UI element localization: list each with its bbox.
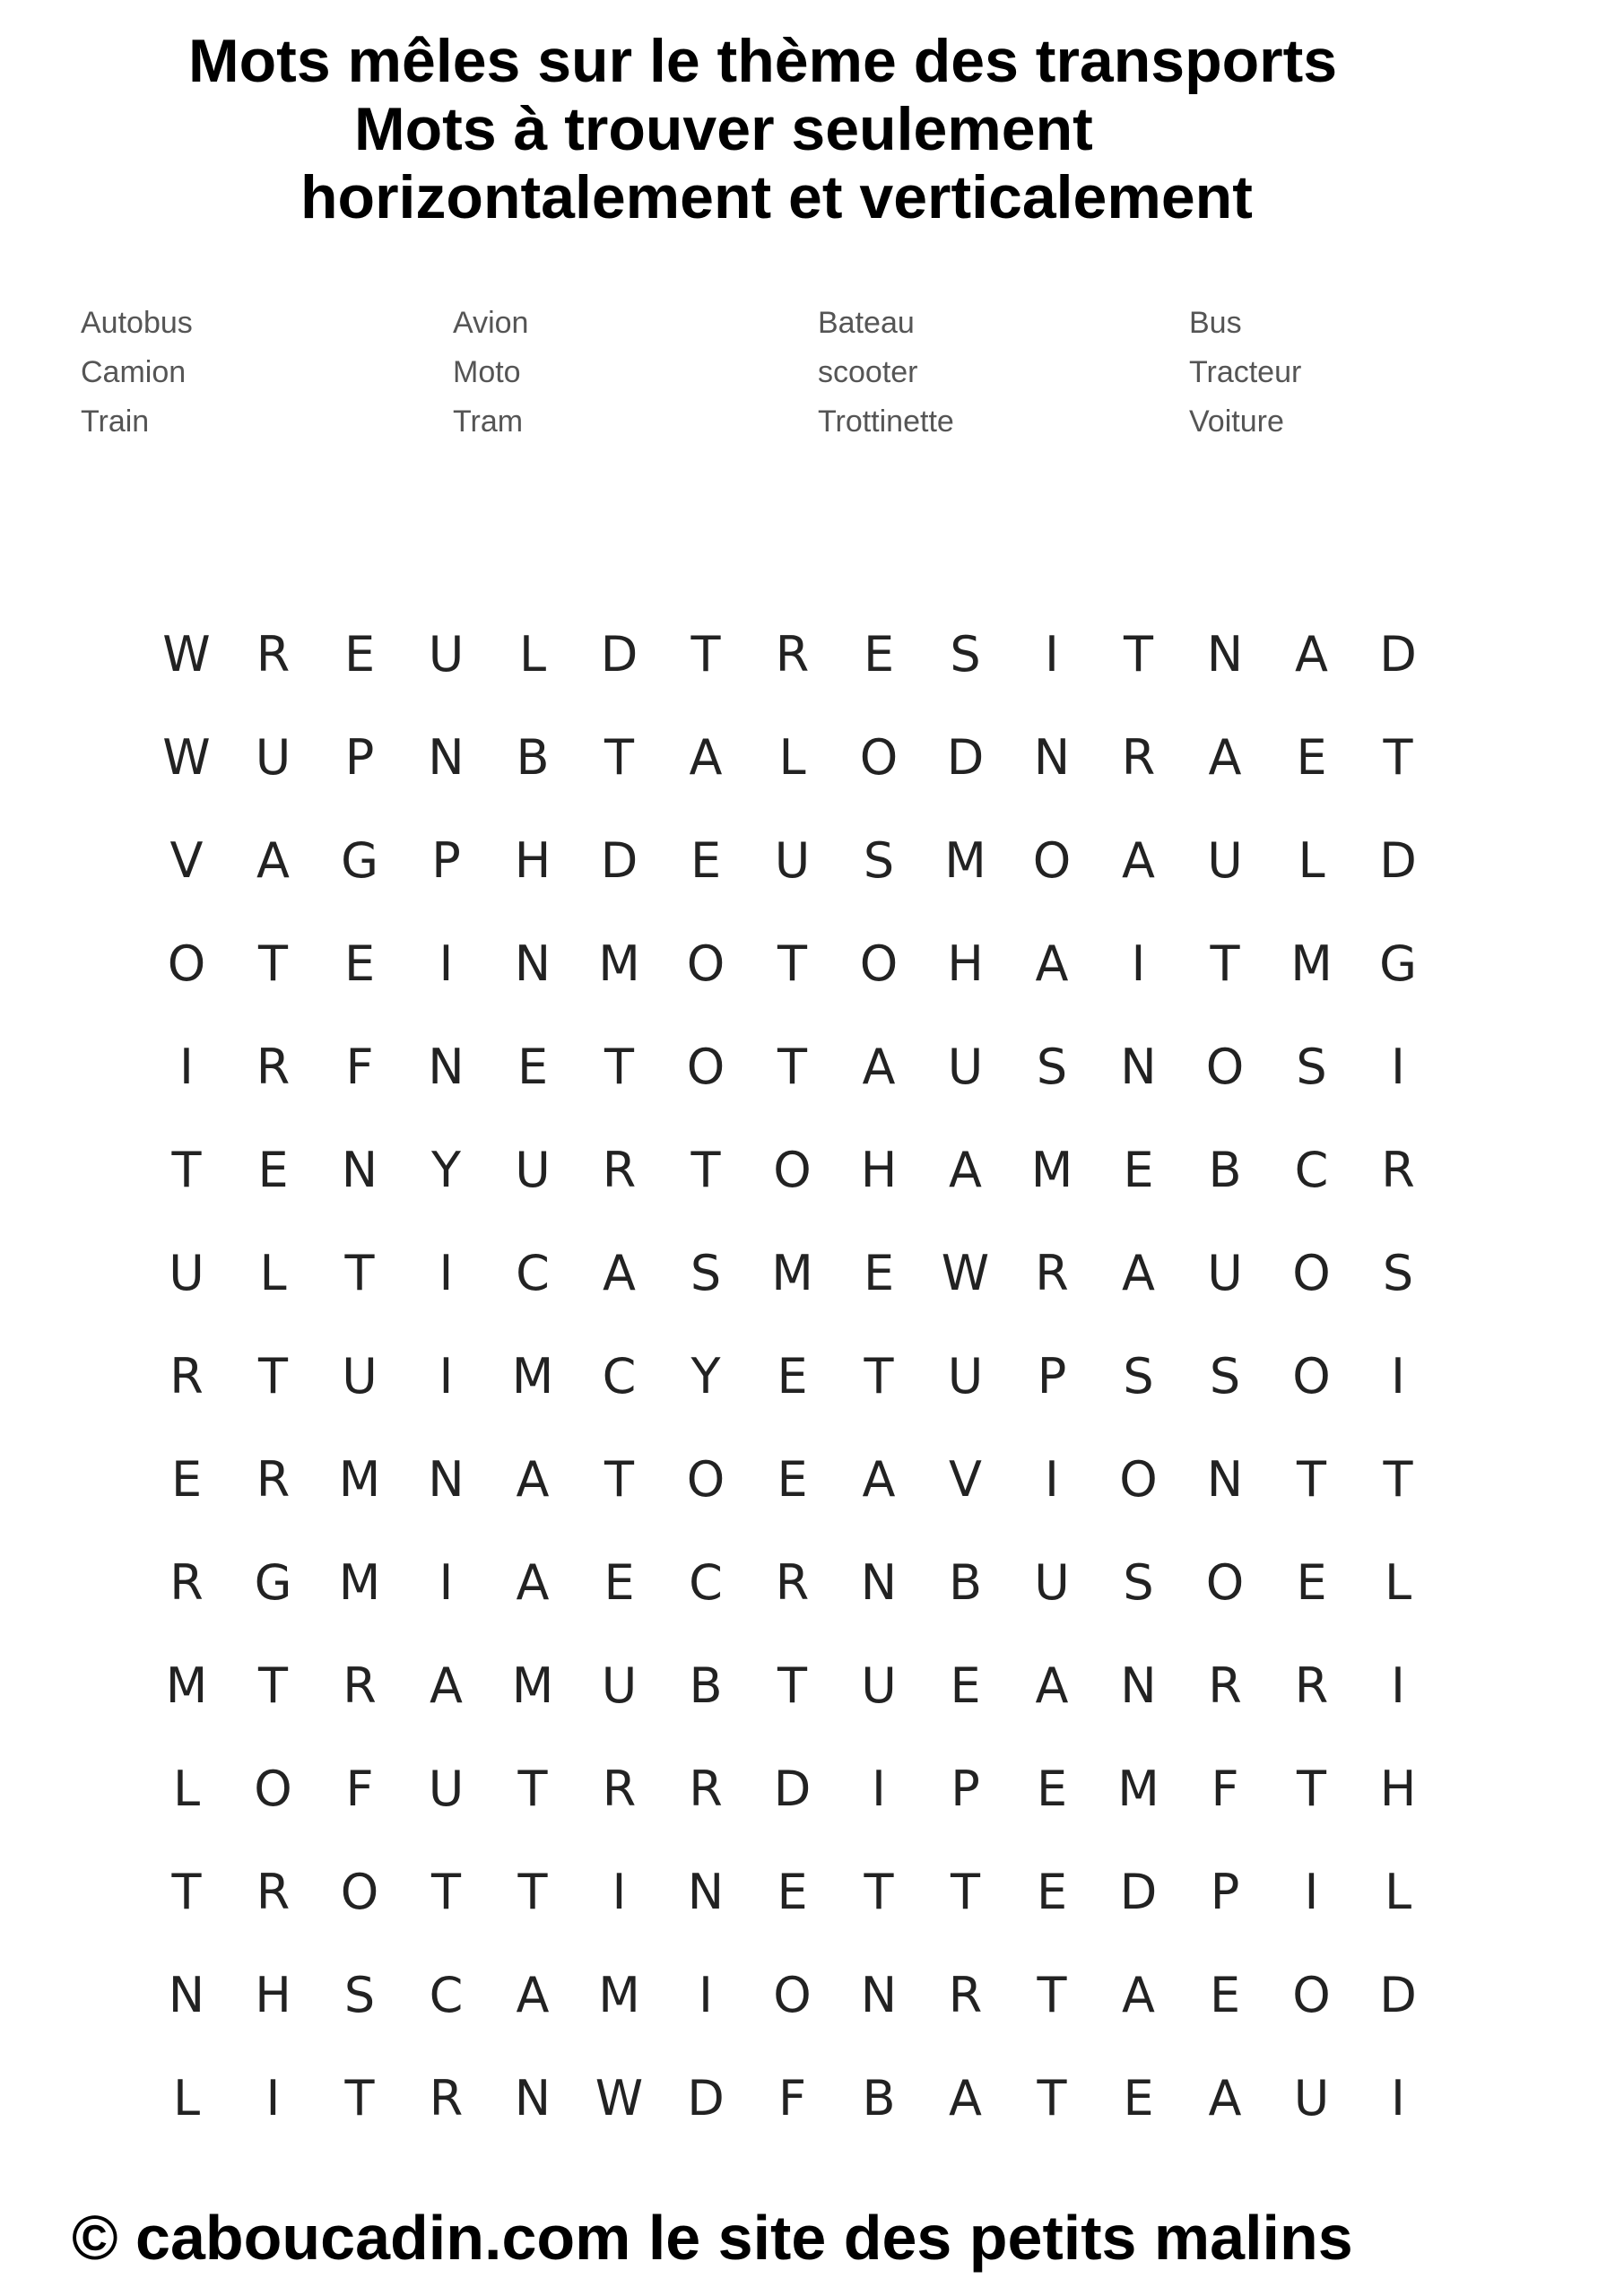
grid-cell[interactable]: T <box>171 1864 202 1920</box>
grid-cell[interactable]: L <box>1298 832 1325 889</box>
grid-cell[interactable]: P <box>951 1761 980 1817</box>
grid-row <box>151 937 1473 991</box>
grid-cell[interactable]: T <box>431 1864 461 1920</box>
grid-cell[interactable]: S <box>1296 1039 1327 1095</box>
grid-cell[interactable]: E <box>1209 1967 1241 2023</box>
grid-cell[interactable]: T <box>1124 626 1153 683</box>
grid-cell[interactable]: I <box>1391 1039 1405 1095</box>
grid-cell[interactable]: O <box>1292 1348 1331 1405</box>
grid-cell[interactable]: R <box>689 1761 723 1817</box>
grid-cell[interactable]: C <box>516 1245 550 1301</box>
grid-cell[interactable]: O <box>254 1761 292 1817</box>
grid-cell[interactable]: I <box>439 935 454 992</box>
grid-cell[interactable]: O <box>859 935 899 992</box>
grid-cell[interactable]: S <box>863 832 895 889</box>
grid-cell[interactable]: O <box>773 1967 812 2023</box>
grid-cell[interactable]: U <box>861 1657 897 1714</box>
grid-cell[interactable]: V <box>949 1451 982 1508</box>
grid-cell[interactable]: T <box>604 729 634 786</box>
grid-cell[interactable]: U <box>947 1039 984 1095</box>
grid-cell[interactable]: M <box>338 1554 381 1611</box>
grid-cell[interactable]: U <box>1034 1554 1070 1611</box>
grid-cell[interactable]: L <box>778 729 806 786</box>
grid-cell[interactable]: E <box>1036 1864 1068 1920</box>
grid-cell[interactable]: B <box>689 1657 723 1714</box>
grid-cell[interactable]: T <box>1297 1451 1326 1508</box>
grid-cell[interactable]: G <box>341 832 378 889</box>
grid-cell[interactable]: A <box>1122 832 1155 889</box>
grid-cell[interactable]: R <box>948 1967 983 2023</box>
grid-cell[interactable]: L <box>1384 1864 1412 1920</box>
grid-row <box>151 834 1473 888</box>
grid-cell[interactable]: A <box>862 1039 896 1095</box>
grid-cell[interactable]: T <box>1037 2070 1067 2126</box>
grid-cell[interactable]: N <box>860 1554 898 1611</box>
word-item: Autobus <box>81 306 193 340</box>
grid-cell[interactable]: D <box>946 729 985 786</box>
grid-cell[interactable]: B <box>862 2070 896 2126</box>
grid-cell[interactable]: N <box>1120 1657 1157 1714</box>
grid-cell[interactable]: S <box>950 626 981 683</box>
grid-cell[interactable]: D <box>1119 1864 1158 1920</box>
grid-cell[interactable]: R <box>1381 1142 1415 1198</box>
grid-row <box>151 1247 1473 1300</box>
word-item: Bateau <box>818 306 915 340</box>
grid-cell[interactable]: T <box>344 1245 375 1301</box>
grid-cell[interactable]: S <box>1209 1348 1241 1405</box>
grid-cell[interactable]: M <box>511 1348 554 1405</box>
grid-row <box>151 1762 1473 1816</box>
grid-row <box>151 1350 1473 1404</box>
grid-cell[interactable]: T <box>864 1348 894 1405</box>
grid-cell[interactable]: I <box>1045 626 1059 683</box>
grid-cell[interactable]: O <box>686 1039 725 1095</box>
grid-cell[interactable]: A <box>516 1554 550 1611</box>
grid-row <box>151 1453 1473 1507</box>
grid-cell[interactable]: E <box>1123 1142 1154 1198</box>
grid-cell[interactable]: O <box>686 935 725 992</box>
grid-cell[interactable]: R <box>256 1864 291 1920</box>
grid-cell[interactable]: B <box>516 729 550 786</box>
grid-cell[interactable]: D <box>600 626 638 683</box>
grid-cell[interactable]: O <box>1205 1554 1245 1611</box>
grid-cell[interactable]: U <box>515 1142 551 1198</box>
grid-cell[interactable]: L <box>172 2070 201 2126</box>
grid-cell[interactable]: U <box>1293 2070 1330 2126</box>
grid-cell[interactable]: T <box>951 1864 980 1920</box>
word-list <box>0 305 1624 457</box>
grid-cell[interactable]: R <box>256 1451 291 1508</box>
grid-cell[interactable]: I <box>265 2070 281 2126</box>
grid-cell[interactable]: E <box>170 1451 203 1508</box>
grid-cell[interactable]: A <box>516 1967 550 2023</box>
grid-cell[interactable]: N <box>860 1967 898 2023</box>
grid-cell[interactable]: T <box>1383 729 1413 786</box>
grid-cell[interactable]: O <box>1292 1967 1331 2023</box>
grid-cell[interactable]: C <box>602 1348 637 1405</box>
word-item: Tracteur <box>1189 355 1302 389</box>
grid-cell[interactable]: I <box>439 1348 454 1405</box>
grid-cell[interactable]: H <box>255 1967 291 2023</box>
grid-cell[interactable]: A <box>430 1657 463 1714</box>
grid-cell[interactable]: N <box>428 1039 465 1095</box>
grid-cell[interactable]: A <box>1295 626 1328 683</box>
grid-cell[interactable]: G <box>1379 935 1417 992</box>
grid-cell[interactable]: A <box>862 1451 896 1508</box>
title-line-1: Mots mêles sur le thème des transports <box>188 27 1338 95</box>
grid-cell[interactable]: L <box>172 1761 201 1817</box>
grid-cell[interactable]: I <box>439 1554 454 1611</box>
grid-cell[interactable]: A <box>1122 1245 1155 1301</box>
grid-cell[interactable]: V <box>169 832 204 889</box>
grid-cell[interactable]: S <box>1382 1245 1414 1301</box>
grid-cell[interactable]: O <box>1205 1039 1245 1095</box>
grid-cell[interactable]: E <box>777 1451 808 1508</box>
title-line-3: horizontalement et verticalement <box>300 163 1253 231</box>
grid-cell[interactable]: T <box>690 626 721 683</box>
grid-row <box>151 1556 1473 1610</box>
grid-cell[interactable]: U <box>1207 832 1243 889</box>
grid-cell[interactable]: E <box>604 1554 635 1611</box>
grid-cell[interactable]: O <box>1292 1245 1331 1301</box>
grid-cell[interactable]: R <box>343 1657 377 1714</box>
grid-cell[interactable]: A <box>1035 935 1069 992</box>
grid-cell[interactable]: I <box>1391 2070 1405 2126</box>
word-item: Bus <box>1189 306 1242 340</box>
grid-cell[interactable]: A <box>689 729 723 786</box>
grid-cell[interactable]: R <box>602 1761 637 1817</box>
grid-cell[interactable]: S <box>690 1245 722 1301</box>
grid-cell[interactable]: N <box>514 935 551 992</box>
grid-cell[interactable]: I <box>1391 1657 1405 1714</box>
grid-cell[interactable]: R <box>1035 1245 1069 1301</box>
grid-cell[interactable]: T <box>171 1142 202 1198</box>
grid-cell[interactable]: L <box>1384 1554 1412 1611</box>
grid-cell[interactable]: T <box>517 1761 548 1817</box>
grid-cell[interactable]: E <box>1296 729 1327 786</box>
word-item: Trottinette <box>818 404 954 439</box>
grid-cell[interactable]: I <box>179 1039 194 1095</box>
grid-cell[interactable]: E <box>517 1039 549 1095</box>
grid-cell[interactable]: I <box>1045 1451 1059 1508</box>
grid-cell[interactable]: U <box>255 729 291 786</box>
grid-cell[interactable]: P <box>1210 1864 1240 1920</box>
grid-cell[interactable]: U <box>947 1348 984 1405</box>
grid-cell[interactable]: D <box>687 2070 725 2126</box>
grid-cell[interactable]: I <box>439 1245 454 1301</box>
grid-cell[interactable]: G <box>254 1554 292 1611</box>
grid-cell[interactable]: C <box>689 1554 723 1611</box>
grid-cell[interactable]: Y <box>690 1348 721 1405</box>
grid-cell[interactable]: N <box>428 1451 465 1508</box>
grid-cell[interactable]: H <box>1379 1761 1417 1817</box>
grid-cell[interactable]: M <box>598 935 640 992</box>
grid-cell[interactable]: A <box>949 2070 982 2126</box>
grid-cell[interactable]: M <box>944 832 986 889</box>
grid-cell[interactable]: N <box>341 1142 378 1198</box>
grid-cell[interactable]: D <box>1379 1967 1417 2023</box>
grid-cell[interactable]: U <box>774 832 811 889</box>
grid-row <box>151 731 1473 785</box>
grid-cell[interactable]: D <box>1379 832 1417 889</box>
word-item: Voiture <box>1189 404 1284 439</box>
word-item: Avion <box>453 306 529 340</box>
grid-cell[interactable]: D <box>773 1761 812 1817</box>
grid-cell[interactable]: D <box>1379 626 1417 683</box>
grid-row <box>151 628 1473 682</box>
grid-cell[interactable]: R <box>775 1554 810 1611</box>
grid-cell[interactable]: N <box>514 2070 551 2126</box>
grid-cell[interactable]: E <box>950 1657 981 1714</box>
grid-cell[interactable]: E <box>343 935 376 992</box>
grid-cell[interactable]: A <box>516 1451 550 1508</box>
grid-cell[interactable]: U <box>342 1348 378 1405</box>
grid-cell[interactable]: E <box>690 832 722 889</box>
grid-cell[interactable]: M <box>1117 1761 1159 1817</box>
grid-cell[interactable]: C <box>429 1967 464 2023</box>
grid-cell[interactable]: U <box>601 1657 638 1714</box>
grid-cell[interactable]: O <box>773 1142 812 1198</box>
grid-cell[interactable]: O <box>1032 832 1072 889</box>
grid-cell[interactable]: R <box>169 1554 204 1611</box>
word-item: Train <box>81 404 150 439</box>
grid-cell[interactable]: R <box>602 1142 637 1198</box>
grid-cell[interactable]: T <box>864 1864 894 1920</box>
grid-cell[interactable]: T <box>1383 1451 1413 1508</box>
grid-cell[interactable]: B <box>1208 1142 1242 1198</box>
grid-cell[interactable]: W <box>941 1245 990 1301</box>
grid-cell[interactable]: M <box>165 1657 208 1714</box>
grid-cell[interactable]: R <box>775 626 810 683</box>
grid-cell[interactable]: P <box>344 729 375 786</box>
grid-cell[interactable]: E <box>1123 2070 1154 2126</box>
grid-cell[interactable]: F <box>1211 1761 1239 1817</box>
grid-cell[interactable]: T <box>690 1142 721 1198</box>
grid-cell[interactable]: N <box>1206 626 1244 683</box>
grid-cell[interactable]: N <box>1206 1451 1244 1508</box>
grid-cell[interactable]: O <box>1119 1451 1158 1508</box>
grid-cell[interactable]: W <box>162 729 211 786</box>
grid-cell[interactable]: R <box>256 626 291 683</box>
grid-cell[interactable]: M <box>511 1657 554 1714</box>
grid-cell[interactable]: E <box>1296 1554 1327 1611</box>
grid-cell[interactable]: H <box>860 1142 898 1198</box>
grid-cell[interactable]: R <box>1121 729 1156 786</box>
grid-cell[interactable]: H <box>947 935 984 992</box>
grid-cell[interactable]: T <box>604 1039 634 1095</box>
grid-row <box>151 1040 1473 1094</box>
grid-cell[interactable]: F <box>345 1039 374 1095</box>
grid-cell[interactable]: O <box>340 1864 379 1920</box>
grid-cell[interactable]: M <box>338 1451 381 1508</box>
grid-cell[interactable]: R <box>429 2070 464 2126</box>
grid-cell[interactable]: R <box>169 1348 204 1405</box>
grid-cell[interactable]: N <box>428 729 465 786</box>
grid-cell[interactable]: Y <box>431 1142 461 1198</box>
grid-cell[interactable]: I <box>872 1761 886 1817</box>
grid-cell[interactable]: N <box>168 1967 205 2023</box>
grid-cell[interactable]: O <box>859 729 899 786</box>
grid-cell[interactable]: U <box>428 1761 465 1817</box>
grid-cell[interactable]: M <box>1030 1142 1073 1198</box>
grid-cell[interactable]: F <box>345 1761 374 1817</box>
word-item: Moto <box>453 355 521 389</box>
grid-cell[interactable]: E <box>343 626 376 683</box>
grid-cell[interactable]: L <box>518 626 547 683</box>
grid-cell[interactable]: I <box>699 1967 713 2023</box>
grid-cell[interactable]: B <box>948 1554 983 1611</box>
grid-cell[interactable]: F <box>777 2070 807 2126</box>
grid-cell[interactable]: S <box>1123 1348 1154 1405</box>
grid-cell[interactable]: T <box>258 1657 288 1714</box>
grid-cell[interactable]: L <box>259 1245 287 1301</box>
grid-cell[interactable]: T <box>777 1657 807 1714</box>
word-item: Tram <box>453 404 524 439</box>
grid-row <box>151 1866 1473 1919</box>
grid-cell[interactable]: S <box>1036 1039 1068 1095</box>
grid-cell[interactable]: A <box>1208 2070 1242 2126</box>
grid-cell[interactable]: T <box>517 1864 548 1920</box>
grid-row <box>151 1144 1473 1197</box>
grid-cell[interactable]: T <box>344 2070 375 2126</box>
grid-cell[interactable]: O <box>686 1451 725 1508</box>
grid-cell[interactable]: I <box>612 1864 627 1920</box>
title-line-2: Mots à trouver seulement <box>354 95 1093 163</box>
grid-cell[interactable]: E <box>777 1864 808 1920</box>
grid-cell[interactable]: C <box>1294 1142 1329 1198</box>
grid-cell[interactable]: R <box>1208 1657 1242 1714</box>
grid-row <box>151 1969 1473 2022</box>
grid-cell[interactable]: U <box>428 626 465 683</box>
grid-cell[interactable]: T <box>777 1039 807 1095</box>
grid-cell[interactable]: T <box>777 935 807 992</box>
grid-cell[interactable]: N <box>1033 729 1071 786</box>
grid-cell[interactable]: W <box>162 626 211 683</box>
grid-cell[interactable]: A <box>949 1142 982 1198</box>
grid-cell[interactable]: S <box>1123 1554 1154 1611</box>
grid-cell[interactable]: T <box>258 1348 288 1405</box>
grid-cell[interactable]: A <box>603 1245 636 1301</box>
grid-cell[interactable]: E <box>257 1142 289 1198</box>
grid-cell[interactable]: E <box>1036 1761 1068 1817</box>
footer-credit: © caboucadin.com le site des petits malins <box>72 2203 1353 2273</box>
grid-cell[interactable]: T <box>604 1451 634 1508</box>
grid-cell[interactable]: M <box>1290 935 1333 992</box>
grid-cell[interactable]: E <box>863 1245 895 1301</box>
grid-cell[interactable]: R <box>256 1039 291 1095</box>
grid-cell[interactable]: U <box>1207 1245 1243 1301</box>
word-item: scooter <box>818 355 918 389</box>
grid-cell[interactable]: N <box>1120 1039 1157 1095</box>
grid-row <box>151 1659 1473 1713</box>
word-search-grid <box>151 628 1473 2144</box>
grid-cell[interactable]: D <box>600 832 638 889</box>
grid-cell[interactable]: H <box>514 832 551 889</box>
grid-cell[interactable]: A <box>1208 729 1242 786</box>
grid-cell[interactable]: E <box>863 626 895 683</box>
grid-cell[interactable]: O <box>167 935 206 992</box>
grid-cell[interactable]: M <box>598 1967 640 2023</box>
grid-cell[interactable]: T <box>258 935 288 992</box>
word-item: Camion <box>81 355 187 389</box>
grid-cell[interactable]: A <box>1122 1967 1155 2023</box>
grid-cell[interactable]: W <box>595 2070 644 2126</box>
grid-cell[interactable]: I <box>1304 1864 1319 1920</box>
grid-cell[interactable]: I <box>1391 1348 1405 1405</box>
grid-cell[interactable]: P <box>1037 1348 1067 1405</box>
grid-row <box>151 2072 1473 2126</box>
grid-cell[interactable]: N <box>687 1864 725 1920</box>
grid-cell[interactable]: U <box>169 1245 204 1301</box>
grid-cell[interactable]: S <box>343 1967 376 2023</box>
grid-cell[interactable]: P <box>431 832 461 889</box>
grid-cell[interactable]: M <box>771 1245 813 1301</box>
grid-cell[interactable]: R <box>1294 1657 1329 1714</box>
grid-cell[interactable]: A <box>256 832 290 889</box>
grid-cell[interactable]: I <box>1131 935 1146 992</box>
grid-cell[interactable]: T <box>1210 935 1240 992</box>
grid-cell[interactable]: T <box>1037 1967 1067 2023</box>
grid-cell[interactable]: E <box>777 1348 808 1405</box>
grid-cell[interactable]: A <box>1035 1657 1069 1714</box>
grid-cell[interactable]: T <box>1297 1761 1326 1817</box>
